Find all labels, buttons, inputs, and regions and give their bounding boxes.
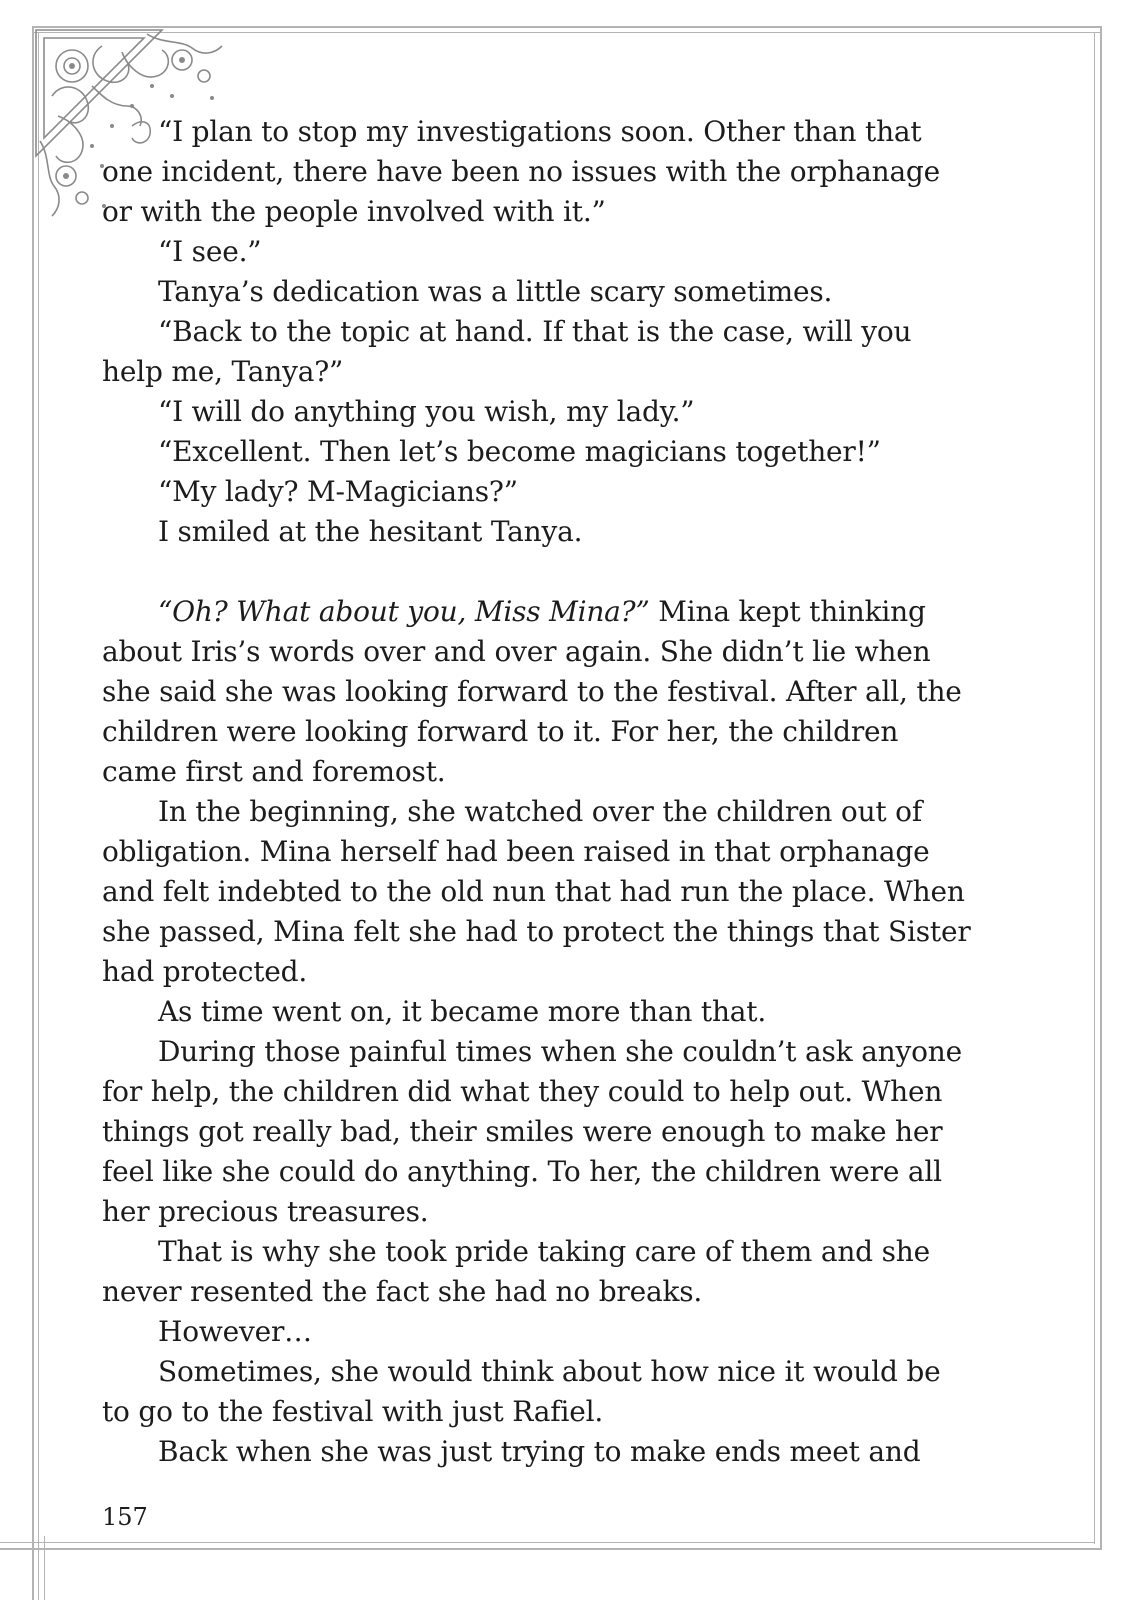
line-text: help me, Tanya?” (102, 355, 344, 388)
text-line (102, 312, 1002, 352)
text-line (102, 672, 1002, 712)
line-text: things got really bad, their smiles were enough to make her (102, 1115, 943, 1148)
text-line (102, 272, 1002, 312)
italic-dialogue: “Oh? What about you, Miss Mina?” (158, 595, 650, 628)
text-line (102, 1072, 1002, 1112)
text-line (102, 432, 1002, 472)
line-text: During those painful times when she couldn’t ask anyone (158, 1035, 962, 1068)
text-line (102, 1152, 1002, 1192)
line-text: That is why she took pride taking care of them and she (158, 1235, 930, 1268)
text-line (102, 912, 1002, 952)
text-line (102, 232, 1002, 272)
text-line (102, 992, 1002, 1032)
line-text: feel like she could do anything. To her, the children were all (102, 1155, 942, 1188)
text-line (102, 832, 1002, 872)
line-text: “I plan to stop my investigations soon. Other than that (158, 115, 922, 148)
text-line (102, 1112, 1002, 1152)
line-text: I smiled at the hesitant Tanya. (158, 515, 583, 548)
line-text: she said she was looking forward to the festival. After all, the (102, 675, 962, 708)
line-text: for help, the children did what they could to help out. When (102, 1075, 943, 1108)
text-line (102, 152, 1002, 192)
text-line (102, 592, 1002, 632)
text-line (102, 1232, 1002, 1272)
text-line (102, 1352, 1002, 1392)
blank-line (102, 552, 1002, 592)
line-text: children were looking forward to it. For her, the children (102, 715, 899, 748)
line-text: “Excellent. Then let’s become magicians together!” (158, 435, 881, 468)
text-line (102, 1032, 1002, 1072)
frame-left-line-inner (38, 32, 39, 1600)
text-line (102, 752, 1002, 792)
line-text: one incident, there have been no issues with the orphanage (102, 155, 941, 188)
line-text: Mina kept thinking (649, 595, 926, 628)
text-line (102, 1392, 1002, 1432)
text-line (102, 1432, 1002, 1472)
line-text: Tanya’s dedication was a little scary sometimes. (158, 275, 833, 308)
line-text: had protected. (102, 955, 308, 988)
line-text: As time went on, it became more than that. (158, 995, 767, 1028)
text-line (102, 352, 1002, 392)
line-text: Back when she was just trying to make ends meet and (158, 1435, 921, 1468)
frame-bottom-left-vertical (44, 1536, 45, 1600)
line-text: “I will do anything you wish, my lady.” (158, 395, 695, 428)
text-line (102, 712, 1002, 752)
line-text: “My lady? M-Magicians?” (158, 475, 518, 508)
frame-right-line-outer (1100, 26, 1102, 1548)
text-line (102, 1192, 1002, 1232)
frame-left-line-outer (32, 26, 34, 1600)
line-text: or with the people involved with it.” (102, 195, 606, 228)
line-text: Sometimes, she would think about how nice it would be (158, 1355, 941, 1388)
text-line (102, 392, 1002, 432)
line-text: about Iris’s words over and over again. She didn’t lie when (102, 635, 931, 668)
text-line (102, 472, 1002, 512)
page-number: 157 (102, 1503, 148, 1531)
page-body-text (102, 112, 1002, 1472)
text-line (102, 192, 1002, 232)
line-text: came first and foremost. (102, 755, 446, 788)
line-text: However… (158, 1315, 312, 1348)
frame-bottom-line-outer (0, 1548, 1102, 1550)
line-text: obligation. Mina herself had been raised in that orphanage (102, 835, 930, 868)
line-text: In the beginning, she watched over the children out of (158, 795, 922, 828)
line-text: “I see.” (158, 235, 262, 268)
line-text: to go to the festival with just Rafiel. (102, 1395, 604, 1428)
line-text: her precious treasures. (102, 1195, 429, 1228)
text-line (102, 792, 1002, 832)
text-line (102, 872, 1002, 912)
line-text: she passed, Mina felt she had to protect the things that Sister (102, 915, 971, 948)
text-line (102, 1272, 1002, 1312)
text-line (102, 632, 1002, 672)
text-line (102, 1312, 1002, 1352)
frame-bottom-line-inner (0, 1542, 1095, 1543)
line-text: and felt indebted to the old nun that had run the place. When (102, 875, 965, 908)
line-text: never resented the fact she had no breaks. (102, 1275, 703, 1308)
text-line (102, 952, 1002, 992)
line-text: “Back to the topic at hand. If that is the case, will you (158, 315, 912, 348)
frame-right-line-inner (1094, 32, 1095, 1544)
text-line (102, 512, 1002, 552)
text-line (102, 112, 1002, 152)
